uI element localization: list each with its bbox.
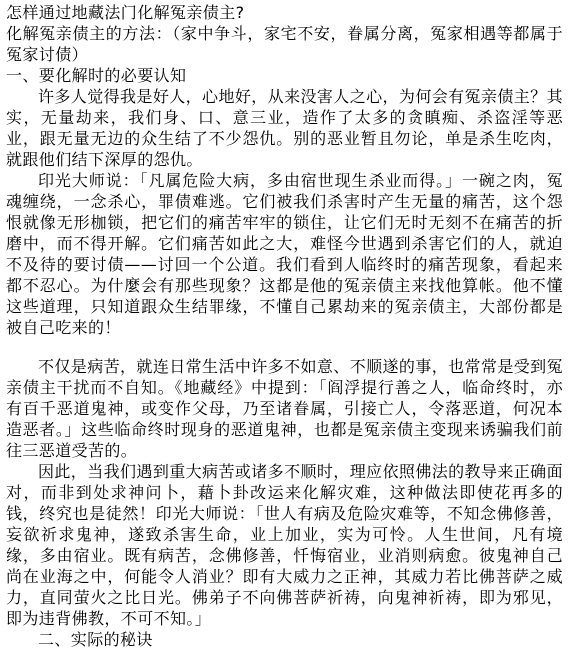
paragraph-spacer: [6, 338, 563, 356]
paragraph-4: 因此，当我们遇到重大病苦或诸多不顺时，理应依照佛法的教导来正确面对，而非到处求神问卜，藉卜卦改运来化解灾难，这种做法即使花再多的钱，终究也是徒然！印光大师说：「世人有病及危险灾难等，不知念佛修善，妄欲祈求鬼神，遂致杀害生命，业上加业，实为可怜。人生世间，凡有境缘，多由宿业。既有病苦，念佛修善，忏悔宿业，业消则病愈。彼鬼神自己尚在业海之中，何能令人消业？即有大威力之正神，其威力若比佛菩萨之威力，直同萤火之比日光。佛弟子不向佛菩萨祈祷，向鬼神祈祷，即为邪见，即为违背佛教，不可不知。」: [6, 462, 563, 628]
cut-off-line: [6, 629, 563, 649]
paragraph-3: 不仅是病苦，就连日常生活中许多不如意、不顺遂的事，也常常是受到冤亲债主干扰而不自知。《地藏经》中提到：「阎浮提行善之人，临命终时，亦有百千恶道鬼神，或变作父母，乃至诸眷属，引接亡人，令落恶道，何况本造恶者。」这些临命终时现身的恶道鬼神，也都是冤亲债主变现来诱骗我们前往三恶道受苦的。: [6, 357, 563, 460]
document: [6, 2, 563, 649]
paragraph-2: 印光大师说：「凡属危险大病，多由宿世现生杀业而得。」一碗之肉，冤魂缠绕，一念杀心，罪债难逃。它们被我们杀害时产生无量的痛苦，这个怨恨就像无形枷锁，把它们的痛苦牢牢的锁住，让它们无时无刻不在痛苦的折磨中，而不得开解。它们痛苦如此之大，难怪今世遇到杀害它们的人，就迫不及待的要讨债——讨回一个公道。我们看到人临终时的痛苦现象，看起来都不忍心。为什麼会有那些现象？这都是他的冤亲债主来找他算帐。他不懂这些道理，只知道跟众生结罪缘，不懂自己累劫来的冤亲债主，大部份都是被自己吃来的！: [6, 171, 563, 337]
cut-off-text: 二、实际的秘诀: [38, 630, 153, 649]
paragraph-1: 许多人觉得我是好人，心地好，从来没害人之心，为何会有冤亲债主？其实，无量劫来，我们身、口、意三业，造作了太多的贪瞋痴、杀盗淫等恶业，跟无量无边的众生结了不少怨仇。别的恶业暂且勿论，单是杀生吃肉，就跟他们结下深厚的怨仇。: [6, 87, 563, 169]
intro-text: 化解冤亲债主的方法：（家中争斗，家宅不安，眷属分离，冤家相遇等都属于冤家讨债）: [6, 24, 563, 64]
document-title: 怎样通过地藏法门化解冤亲债主?: [6, 3, 245, 22]
section-heading: 一、要化解时的必要认知: [6, 66, 187, 85]
